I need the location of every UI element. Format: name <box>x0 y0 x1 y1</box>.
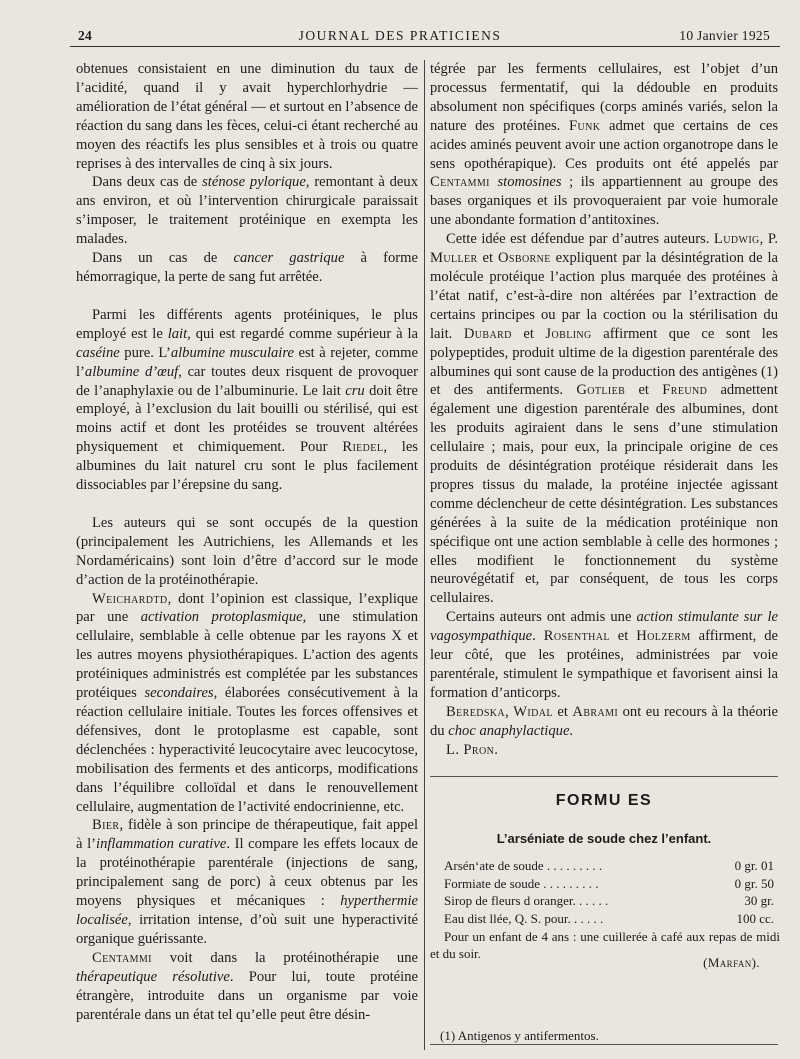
article-signature: L. Pron. <box>446 741 499 758</box>
ingredient-name: Arsén‘ate de soude . . . . . . . . . <box>444 858 603 873</box>
paragraph: Cette idée est défendue par d’autres auteurs. Ludwig, P. Muller et Osborne expliquent par la désintégration de la molécule protéique l’action plus marquée des protéines à l’état natif, c’est-à-dire non altérées par l’extraction de certains principes ou par la coction ou la stérilisation du lait. Dubard et Jobling affirment que ce sont les polypeptides, produit ultime de la digestion parentérale des albumines qui sont cause de la production des antigènes (1) et des antiferments. Gotlieb et Freund admettent également une digestion parentérale des albumines, dont les produits agiraient dans le sens d’une stimulation cellulaire ; mais, pour eux, la principale origine de ces produits de désintégration protéique résiderait dans les propres tissus du malade, la protéine injectée agissant comme déclencheur de cette désintégration. Les substances générées à la suite de la médication protéinique non spécifique ont une action semblable à celle des hormones ; elles modifient le fonctionnement du système neurovégétatif et, par conséquent, de tous les corps cellulaires. <box>430 231 778 607</box>
formula-author: (Marfan). <box>703 955 760 970</box>
left-column <box>76 60 418 1024</box>
header-rule <box>70 46 780 47</box>
recipe-row <box>444 892 774 910</box>
ingredient-quantity: 100 cc. <box>736 910 774 926</box>
issue-date: 10 Janvier 1925 <box>679 28 770 43</box>
page-number: 24 <box>78 28 93 43</box>
paragraph: Dans deux cas de sténose pylorique, remontant à deux ans environ, et où l’intervention chirurgicale paraissait s’imposer, le traitement protéinique en exempta les malades. <box>76 174 418 248</box>
formula-subtitle: L’arséniate de soude chez l’enfant. <box>496 831 712 846</box>
formulas-heading: FORMU ES <box>555 792 653 809</box>
ingredient-quantity: 30 gr. <box>744 893 774 908</box>
paragraph: Les auteurs qui se sont occupés de la question (principalement les Autrichiens, les Allemands et les Nordaméricains) sont loin d’être d’accord sur le mode d’action de la protéinothérapie. <box>76 514 418 588</box>
paragraph: Beredska, Widal et Abrami ont eu recours à la théorie du choc anaphylactique. <box>430 703 779 739</box>
recipe-row <box>444 910 774 928</box>
ingredient-name: Formiate de soude . . . . . . . . . <box>444 875 599 891</box>
ingredient-name: Eau dist llée, Q. S. pour. . . . . . <box>444 910 604 926</box>
ingredient-quantity: 0 gr. 50 <box>734 875 774 891</box>
paragraph: obtenues consistaient en une diminution du taux de l’acidité, quand il y avait hyperchlorhydrie — amélioration de l’état général — et surtout en l’absence de réaction du sang dans les fèces, celui-ci étant recherché au moyen des réactifs les plus sensibles et à trois ou quatre reprises à des intervalles de cinq à six jours. <box>76 61 418 172</box>
formulas-top-rule <box>430 776 778 777</box>
paragraph: Certains auteurs ont admis une action stimulante sur le vagosympathique. Rosenthal et Holzerm affirment, de leur côté, que les protéines, administrées par voie parentérale, stimulent le sympathique et favorisent ainsi la formation d’anticorps. <box>430 609 778 701</box>
paragraph: Weichardtd, dont l’opinion est classique, l’explique par une activation protoplasmique, une stimulation cellulaire, semblable à celle obtenue par les rayons X et les autres moyens physiothérapiques. L’action des agents protéiniques administrés est complétée par les substances protéiques secondaires, élaborées consécutivement à la réaction cellulaire initiale. Toutes les forces offensives et défensives, dont le protoplasme est capable, sont déclenchées : hyperactivité leucocytaire avec leucocytose, mobilisation des ferments et des anticorps, modifications dans l’équilibre colloïdal et dans le renouvellement cellulaire, augmentation de l’activité endocrinienne, etc. <box>76 590 418 815</box>
right-column <box>430 60 778 760</box>
ingredient-quantity: 0 gr. 01 <box>734 858 774 873</box>
footnote: (1) Antigenos y antifermentos. <box>440 1028 599 1043</box>
column-divider <box>424 60 425 1050</box>
footnote-rule <box>430 1044 778 1045</box>
paragraph: tégrée par les ferments cellulaires, est l’objet d’un processus fermentatif, qui la dédouble en produits absolument non spécifiques (corps aminés variés, selon la nature des protéines. Funk admet que certains de ces acides aminés peuvent avoir une action organotrope dans le sens opothérapique). Ces produits ont été appelés par Centammi stomosines ; ils appartiennent au groupe des bases organiques et ils provoqueraient par voie humorale une abondante formation d’antitoxines. <box>430 61 778 229</box>
recipe-row <box>444 857 774 875</box>
paragraph: Parmi les différents agents protéiniques, le plus employé est le lait, qui est regardé comme supérieur à la caséine pure. L’albumine musculaire est à rejeter, comme l’albumine d’œuf, car toutes deux risquent de provoquer de l’anaphylaxie ou de l’albuminurie. Le lait cru doit être employé, à l’exclusion du lait bouilli ou stérilisé, qui est moins actif et dont les protéides se trouvent altérées physiquement et chimiquement. Pour Riedel, les albumines du lait naturel cru sont le plus facilement dissociables par l’érepsine du sang. <box>76 306 419 494</box>
paragraph: Bier, fidèle à son principe de thérapeutique, fait appel à l’inflammation curative. Il compare les effets locaux de la protéinothérapie parentérale (injections de sang, principalement sang de porc) à ceux obtenus par les moyens physiques et mécaniques : hyperthermie localisée, irritation intense, d’où suit une hyperactivité organique guérissante. <box>76 817 418 947</box>
paragraph: Centammi voit dans la protéinothérapie une thérapeutique résolutive. Pour lui, toute protéine étrangère, introduite dans un organisme par voie parentérale dans un état tel qu’elle peut être désin- <box>76 949 418 1023</box>
paragraph: Dans un cas de cancer gastrique à forme hémorragique, la perte de sang fut arrêtée. <box>76 250 418 285</box>
formula-recipe <box>444 857 774 927</box>
ingredient-name: Sirop de fleurs d oranger. . . . . . <box>444 893 609 908</box>
journal-title: JOURNAL DES PRATICIENS <box>298 28 502 43</box>
running-header <box>30 24 770 46</box>
recipe-row <box>444 875 774 893</box>
formula-posology: Pour un enfant de 4 ans : une cuillerée à café aux repas de midi et du soir. <box>430 929 780 961</box>
